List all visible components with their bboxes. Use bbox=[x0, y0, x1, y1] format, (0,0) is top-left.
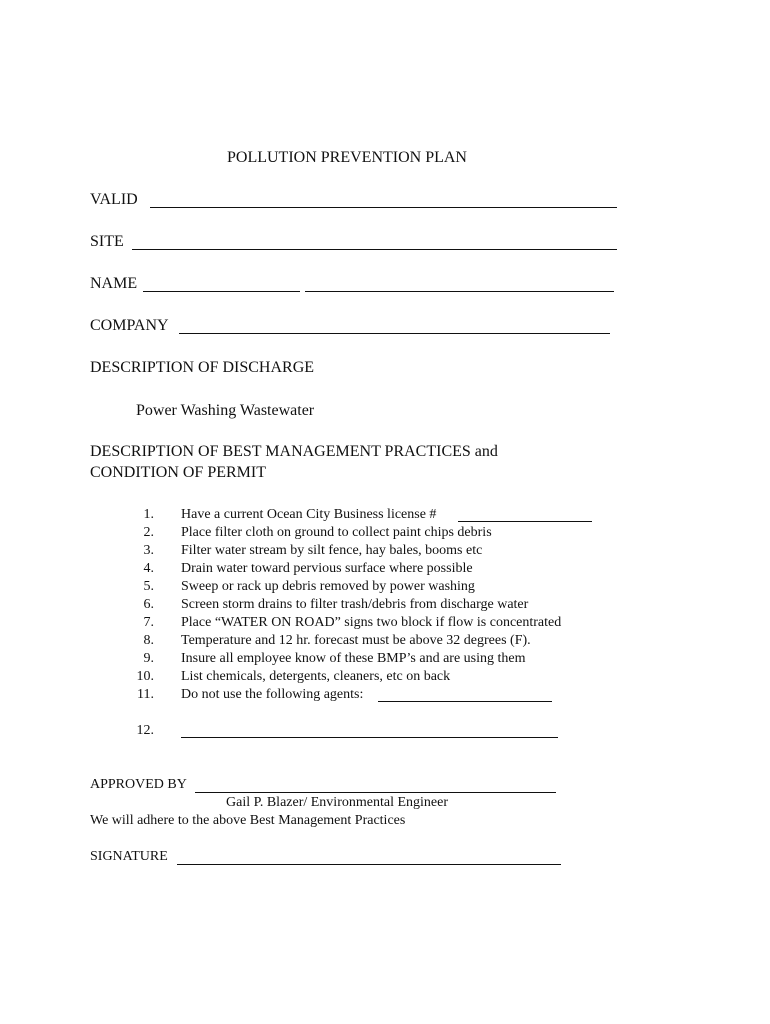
company-label: COMPANY bbox=[90, 317, 169, 334]
approver-name: Gail P. Blazer/ Environmental Engineer bbox=[226, 795, 448, 810]
name-label: NAME bbox=[90, 275, 138, 292]
discharge-heading: DESCRIPTION OF DISCHARGE bbox=[90, 359, 315, 376]
list-item-text: Drain water toward pervious surface where possible bbox=[181, 561, 473, 576]
list-item-text: Place filter cloth on ground to collect paint chips debris bbox=[181, 525, 492, 540]
list-item-number: 6. bbox=[143, 597, 154, 612]
license-number-blank-line[interactable] bbox=[458, 506, 592, 522]
list-item-number: 2. bbox=[143, 525, 154, 540]
list-item-text: Do not use the following agents: bbox=[181, 687, 364, 702]
list-item-text: Have a current Ocean City Business license # bbox=[181, 507, 437, 522]
list-item-text: Temperature and 12 hr. forecast must be above 32 degrees (F). bbox=[181, 633, 531, 648]
signature-label: SIGNATURE bbox=[90, 849, 168, 864]
list-item-number: 10. bbox=[136, 669, 154, 684]
list-item-number: 5. bbox=[143, 579, 154, 594]
name-last-blank-line[interactable] bbox=[305, 276, 614, 292]
list-item-text: Screen storm drains to filter trash/debris from discharge water bbox=[181, 597, 529, 612]
list-item-text: List chemicals, detergents, cleaners, etc on back bbox=[181, 669, 451, 684]
list-item-number: 1. bbox=[143, 507, 154, 522]
valid-label: VALID bbox=[90, 191, 138, 208]
item-12-blank-line[interactable] bbox=[181, 722, 558, 738]
list-item-number: 9. bbox=[143, 651, 154, 666]
list-item-text: Filter water stream by silt fence, hay bales, booms etc bbox=[181, 543, 483, 558]
list-item-text: Place “WATER ON ROAD” signs two block if flow is concentrated bbox=[181, 615, 562, 630]
list-item-number: 3. bbox=[143, 543, 154, 558]
valid-blank-line[interactable] bbox=[150, 192, 617, 208]
list-item-text: Sweep or rack up debris removed by power washing bbox=[181, 579, 475, 594]
list-item-text: Insure all employee know of these BMP’s and are using them bbox=[181, 651, 526, 666]
name-first-blank-line[interactable] bbox=[143, 276, 300, 292]
bmp-heading-line1: DESCRIPTION OF BEST MANAGEMENT PRACTICES and bbox=[90, 443, 498, 460]
list-item-number: 11. bbox=[137, 687, 154, 702]
signature-blank-line[interactable] bbox=[177, 849, 561, 865]
page-title: POLLUTION PREVENTION PLAN bbox=[227, 149, 467, 166]
bmp-heading-line2: CONDITION OF PERMIT bbox=[90, 464, 266, 481]
site-label: SITE bbox=[90, 233, 124, 250]
list-item-number: 7. bbox=[143, 615, 154, 630]
adherence-statement: We will adhere to the above Best Management Practices bbox=[90, 813, 406, 828]
approved-by-blank-line[interactable] bbox=[195, 777, 556, 793]
list-item-number: 8. bbox=[143, 633, 154, 648]
site-blank-line[interactable] bbox=[132, 234, 617, 250]
approved-by-label: APPROVED BY bbox=[90, 777, 187, 792]
company-blank-line[interactable] bbox=[179, 318, 610, 334]
list-item-number: 12. bbox=[136, 723, 154, 738]
list-item-number: 4. bbox=[143, 561, 154, 576]
agents-blank-line[interactable] bbox=[378, 686, 552, 702]
discharge-value: Power Washing Wastewater bbox=[136, 402, 315, 419]
